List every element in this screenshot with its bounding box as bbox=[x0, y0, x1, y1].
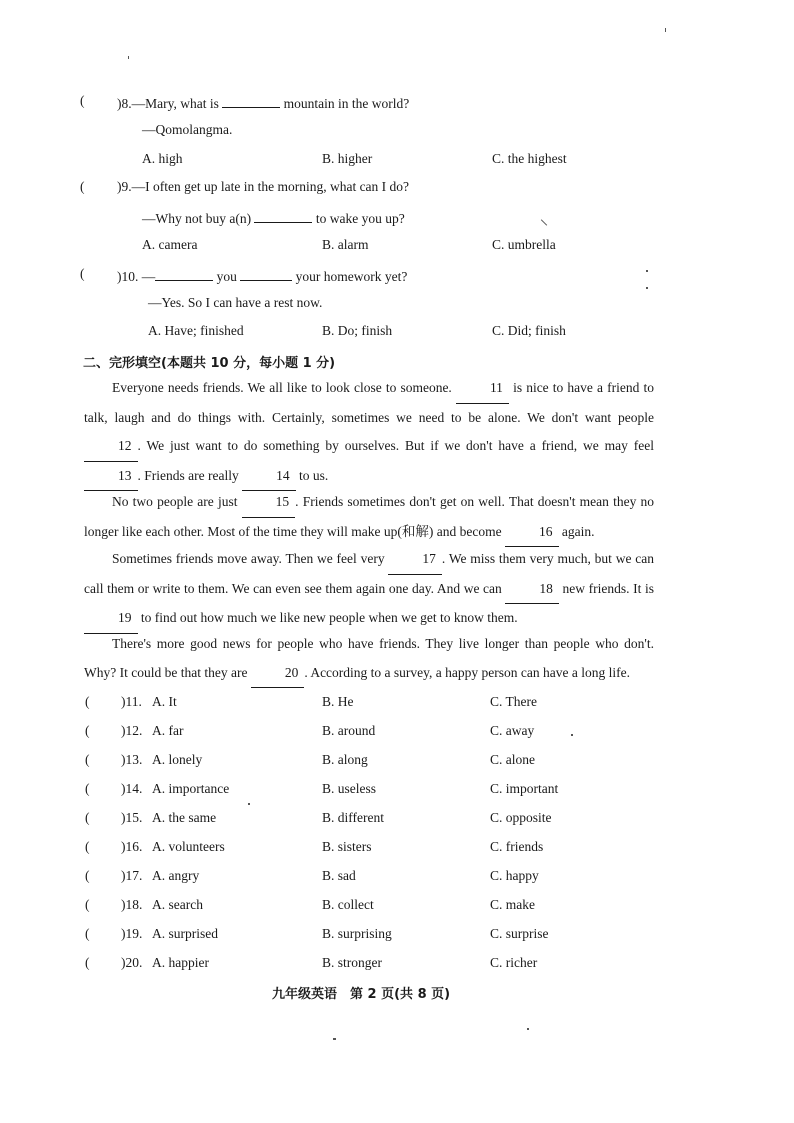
answer-paren: ( bbox=[85, 694, 90, 709]
answer-blank[interactable] bbox=[254, 208, 312, 223]
question-number: )18. bbox=[121, 897, 143, 912]
option-b[interactable]: B. surprising bbox=[322, 926, 392, 941]
option-b[interactable]: B. alarm bbox=[322, 237, 369, 252]
cloze-blank-16[interactable]: 16 bbox=[505, 518, 559, 548]
option-c[interactable]: C. alone bbox=[490, 752, 535, 767]
option-c[interactable]: C. Did; finish bbox=[492, 323, 566, 338]
option-a[interactable]: A. lonely bbox=[152, 752, 203, 767]
answer-paren: ( bbox=[85, 810, 90, 825]
scan-speck bbox=[527, 1028, 529, 1030]
option-b[interactable]: B. collect bbox=[322, 897, 374, 912]
answer-paren: ( bbox=[85, 926, 90, 941]
option-a[interactable]: A. happier bbox=[152, 955, 209, 970]
scan-speck bbox=[128, 56, 129, 59]
question-number: )16. bbox=[121, 839, 143, 854]
option-b[interactable]: B. sad bbox=[322, 868, 356, 883]
question-reply: —Qomolangma. bbox=[142, 122, 233, 137]
option-a[interactable]: A. angry bbox=[152, 868, 200, 883]
option-c[interactable]: C. There bbox=[490, 694, 537, 709]
question-number: )12. bbox=[121, 723, 143, 738]
scan-speck bbox=[333, 1038, 336, 1040]
answer-blank[interactable] bbox=[222, 93, 280, 108]
cloze-blank-11[interactable]: 11 bbox=[456, 374, 509, 404]
option-b[interactable]: B. Do; finish bbox=[322, 323, 393, 338]
option-b[interactable]: B. different bbox=[322, 810, 384, 825]
cloze-blank-14[interactable]: 14 bbox=[242, 462, 296, 492]
cloze-blank-13[interactable]: 13 bbox=[84, 462, 138, 492]
cloze-blank-17[interactable]: 17 bbox=[388, 545, 442, 575]
answer-paren: ( bbox=[85, 897, 90, 912]
option-b[interactable]: B. useless bbox=[322, 781, 376, 796]
answer-paren: ( bbox=[80, 93, 85, 108]
option-c[interactable]: C. make bbox=[490, 897, 535, 912]
option-a[interactable]: A. the same bbox=[152, 810, 217, 825]
page-footer: 九年级英语 第 2 页(共 8 页) bbox=[272, 987, 451, 1002]
option-a[interactable]: A. Have; finished bbox=[148, 323, 244, 338]
answer-paren: ( bbox=[85, 955, 90, 970]
option-b[interactable]: B. along bbox=[322, 752, 368, 767]
option-a[interactable]: A. importance bbox=[152, 781, 230, 796]
cloze-blank-20[interactable]: 20 bbox=[251, 659, 305, 689]
option-c[interactable]: C. umbrella bbox=[492, 237, 556, 252]
option-a[interactable]: A. It bbox=[152, 694, 177, 709]
passage-paragraph-3: Sometimes friends move away. Then we feel very 17 . We miss them very much, but we can call them or write to them. We can even see them again one day. And we can 18 new friends. It is 19 to find out how much we like new people when we get to know them. bbox=[84, 545, 654, 634]
option-b[interactable]: B. stronger bbox=[322, 955, 382, 970]
cloze-blank-18[interactable]: 18 bbox=[505, 575, 559, 605]
option-c[interactable]: C. away bbox=[490, 723, 535, 738]
passage-paragraph-1: Everyone needs friends. We all like to look close to someone. 11 is nice to have a friend to talk, laugh and do things with. Certainly, sometimes we need to be alone. We don't want people 12 . We just want to do something by ourselves. But if we don't have a friend, we may feel 13 . Friends are really 14 to us. bbox=[84, 374, 654, 491]
scan-speck bbox=[571, 734, 573, 736]
option-c[interactable]: C. richer bbox=[490, 955, 538, 970]
cloze-blank-19[interactable]: 19 bbox=[84, 604, 138, 634]
answer-paren: ( bbox=[85, 781, 90, 796]
option-a[interactable]: A. far bbox=[152, 723, 184, 738]
passage-paragraph-2: No two people are just 15 . Friends sometimes don't get on well. That doesn't mean they no longer like each other. Most of the time they will make up(和解) and become 16 again. bbox=[84, 488, 654, 547]
question-number: )15. bbox=[121, 810, 143, 825]
option-c[interactable]: C. opposite bbox=[490, 810, 552, 825]
cloze-blank-12[interactable]: 12 bbox=[84, 432, 138, 462]
cloze-blank-15[interactable]: 15 bbox=[242, 488, 296, 518]
question-number: )14. bbox=[121, 781, 143, 796]
question-stem: )9.—I often get up late in the morning, what can I do? bbox=[117, 179, 410, 194]
question-reply: —Yes. So I can have a rest now. bbox=[148, 295, 323, 310]
scan-speck bbox=[646, 287, 648, 289]
option-b[interactable]: B. higher bbox=[322, 151, 373, 166]
answer-paren: ( bbox=[85, 723, 90, 738]
answer-paren: ( bbox=[80, 179, 85, 194]
option-b[interactable]: B. He bbox=[322, 694, 354, 709]
scan-speck bbox=[665, 28, 666, 32]
option-c[interactable]: C. surprise bbox=[490, 926, 549, 941]
answer-blank[interactable] bbox=[155, 266, 213, 281]
option-c[interactable]: C. friends bbox=[490, 839, 544, 854]
question-reply: —Why not buy a(n) to wake you up? bbox=[142, 208, 405, 227]
option-c[interactable]: C. the highest bbox=[492, 151, 567, 166]
answer-paren: ( bbox=[85, 839, 90, 854]
option-a[interactable]: A. surprised bbox=[152, 926, 218, 941]
option-a[interactable]: A. camera bbox=[142, 237, 198, 252]
question-number: )13. bbox=[121, 752, 143, 767]
scan-speck bbox=[646, 270, 648, 272]
question-number: )11. bbox=[121, 694, 142, 709]
option-c[interactable]: C. important bbox=[490, 781, 559, 796]
option-c[interactable]: C. happy bbox=[490, 868, 539, 883]
answer-paren: ( bbox=[80, 266, 85, 281]
option-a[interactable]: A. high bbox=[142, 151, 183, 166]
answer-paren: ( bbox=[85, 868, 90, 883]
question-number: )20. bbox=[121, 955, 143, 970]
section-title: 二、完形填空(本题共 10 分，每小题 1 分) bbox=[83, 356, 336, 371]
answer-blank[interactable] bbox=[240, 266, 292, 281]
option-b[interactable]: B. sisters bbox=[322, 839, 372, 854]
option-a[interactable]: A. volunteers bbox=[152, 839, 225, 854]
question-number: )19. bbox=[121, 926, 143, 941]
question-number: )17. bbox=[121, 868, 143, 883]
passage-paragraph-4: There's more good news for people who have friends. They live longer than people who don't. Why? It could be that they are 20 . According to a survey, a happy person can have a long life. bbox=[84, 630, 654, 688]
question-stem: )10. — you your homework yet? bbox=[117, 266, 407, 285]
scan-speck bbox=[541, 219, 547, 225]
scan-speck bbox=[248, 803, 250, 805]
option-a[interactable]: A. search bbox=[152, 897, 203, 912]
answer-paren: ( bbox=[85, 752, 90, 767]
question-stem: )8.—Mary, what is mountain in the world? bbox=[117, 93, 409, 112]
option-b[interactable]: B. around bbox=[322, 723, 376, 738]
